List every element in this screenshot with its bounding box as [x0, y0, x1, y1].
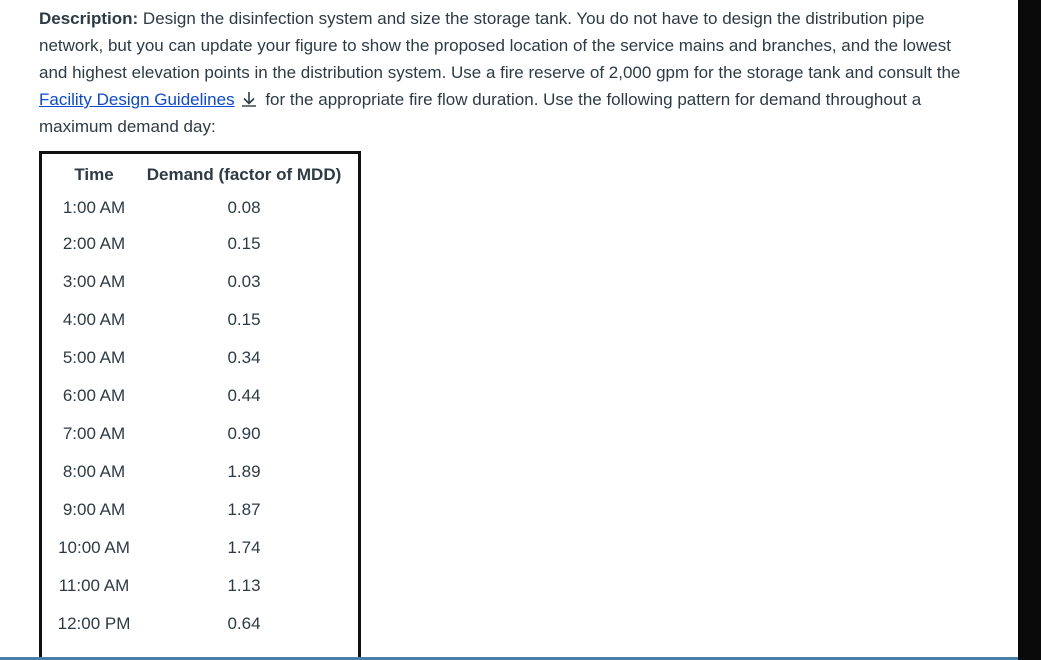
time-cell: 3:00 AM — [62, 272, 126, 291]
description-paragraph — [39, 5, 979, 140]
table-row — [49, 415, 349, 453]
time-cell: 7:00 AM — [62, 424, 126, 443]
time-cell: 10:00 AM — [58, 538, 130, 557]
demand-cell: 1.13 — [227, 576, 261, 595]
right-scrollbar-edge[interactable] — [1018, 0, 1041, 660]
demand-cell: 0.08 — [227, 198, 261, 217]
description-text-before: Design the disinfection system and size the storage tank. You do not have to design the distribution pipe network, but you can update your figure to show the proposed location of the service mains and branches, and the lowest and highest elevation points in the distribution system. Use a fire reserve of 2,000 gpm for the storage tank and consult the — [39, 9, 961, 82]
time-cell: 6:00 AM — [62, 386, 126, 405]
demand-table-container — [39, 151, 361, 660]
table-header-row — [49, 159, 349, 191]
table-row — [49, 263, 349, 301]
time-cell: 5:00 AM — [62, 348, 126, 367]
demand-cell: 1.74 — [227, 538, 261, 557]
table-row — [49, 567, 349, 605]
table-row — [49, 491, 349, 529]
time-cell: 1:00 AM — [62, 198, 126, 217]
time-cell: 12:00 PM — [57, 614, 131, 633]
table-row — [49, 377, 349, 415]
time-cell: 4:00 AM — [62, 310, 126, 329]
demand-cell: 0.15 — [227, 310, 261, 329]
table-row — [49, 605, 349, 643]
table-row — [49, 301, 349, 339]
table-row — [49, 225, 349, 263]
table-row — [49, 339, 349, 377]
demand-cell: 1.89 — [227, 462, 261, 481]
table-row — [49, 529, 349, 567]
description-label: Description: — [39, 9, 139, 28]
demand-cell: 0.15 — [227, 234, 261, 253]
demand-cell: 0.90 — [227, 424, 261, 443]
demand-cell: 0.03 — [227, 272, 261, 291]
time-cell: 9:00 AM — [62, 500, 126, 519]
time-cell: 8:00 AM — [62, 462, 126, 481]
table-row — [49, 453, 349, 491]
time-cell: 2:00 AM — [62, 234, 126, 253]
demand-cell: 0.34 — [227, 348, 261, 367]
header-time: Time — [74, 165, 114, 184]
demand-cell: 0.44 — [227, 386, 261, 405]
download-arrow-icon[interactable] — [239, 88, 259, 104]
demand-table — [49, 159, 349, 643]
table-row — [49, 191, 349, 225]
time-cell: 11:00 AM — [58, 576, 130, 595]
header-demand: Demand (factor of MDD) — [146, 165, 342, 184]
demand-cell: 0.64 — [227, 614, 261, 633]
description-text-after: for the appropriate fire flow duration. Use the following pattern for demand throughout a maximum demand day: — [39, 90, 922, 136]
facility-design-guidelines-link[interactable]: Facility Design Guidelines — [39, 90, 235, 109]
demand-cell: 1.87 — [227, 500, 261, 519]
